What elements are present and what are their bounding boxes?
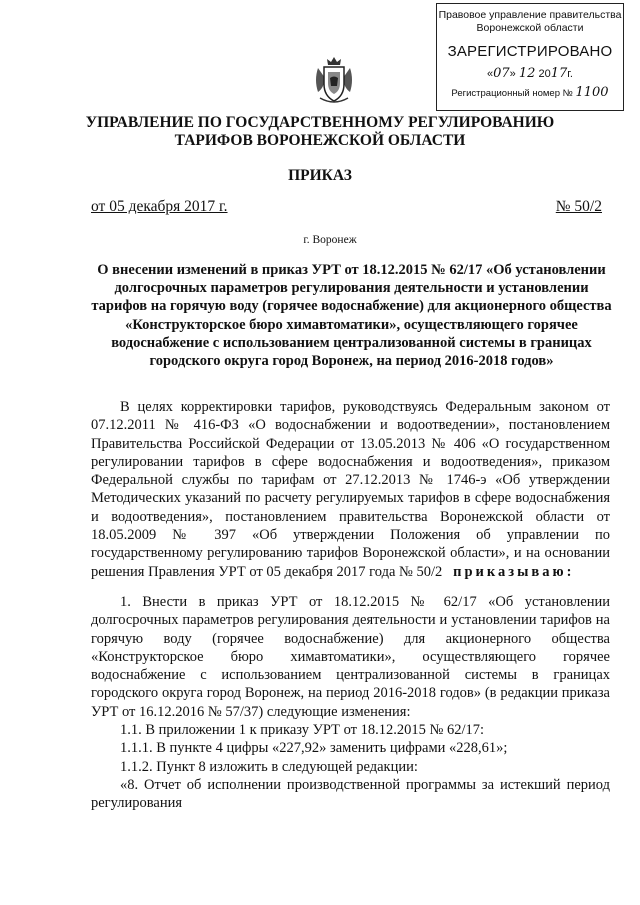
city: г. Воронеж: [303, 234, 357, 246]
stamp-organization: [437, 9, 623, 35]
item-1-paragraph: 1. Внести в приказ УРТ от 18.12.2015 № 62/17 «Об установлении долгосрочных параметров регулирования деятельности и установлении тарифов на горячую воду (горячее водоснабжение) для акционерного общества «Конструкторское бюро химавтоматики», осуществляющего горячее водоснабжение с использованием централизованной системы в границах городского округа город Воронеж, на период 2016-2018 годов» (в редакции приказа УРТ от 16.12.2016 № 57/37) следующие изменения:: [91, 593, 610, 720]
stamp-org-line-2: Воронежской области: [476, 22, 584, 34]
stamp-reg-label: Регистрационный номер №: [451, 88, 573, 99]
order-subject: О внесении изменений в приказ УРТ от 18.12.2015 № 62/17 «Об установлении долгосрочных параметров регулирования деятельности и установлении тарифов на горячую воду (горячее водоснабжение) для акционерного общества «Конструкторское бюро химавтоматики», осуществляющего горячее водоснабжение с использованием централизованной системы в границах городского округа город Воронеж, на период 2016-2018 годов»: [91, 262, 612, 370]
stamp-reg-number: 1100: [575, 85, 609, 100]
stamp-date-day: 07: [493, 66, 510, 81]
paragraph-gap: [91, 581, 610, 593]
item-1-1-2-line: 1.1.2. Пункт 8 изложить в следующей редакции:: [120, 758, 418, 775]
stamp-status: ЗАРЕГИСТРИРОВАНО: [447, 43, 613, 60]
preamble-paragraph: [91, 398, 610, 581]
authority-line-1: УПРАВЛЕНИЕ ПО ГОСУДАРСТВЕННОМУ РЕГУЛИРОВАНИЮ: [85, 114, 555, 131]
stamp-org-line-1: Правовое управление правительства: [438, 9, 622, 21]
authority-line-2: ТАРИФОВ ВОРОНЕЖСКОЙ ОБЛАСТИ: [174, 132, 466, 149]
order-body: [91, 398, 610, 813]
stamp-date-month: 12: [518, 66, 536, 81]
coat-of-arms-icon: [312, 54, 356, 106]
stamp-registration-line: [437, 87, 623, 100]
stamp-date: «07» 12 2017г.: [487, 66, 573, 81]
stamp-date-year-suffix: 17: [550, 66, 568, 81]
authority-name: [0, 114, 640, 150]
order-date: от 05 декабря 2017 г.: [91, 198, 228, 215]
item-8-paragraph: «8. Отчет об исполнении производственной программы за истекший период регулирования: [91, 776, 610, 812]
order-word: приказываю:: [453, 563, 575, 580]
item-1-1-1-line: 1.1.1. В пункте 4 цифры «227,92» заменить цифрами «228,61»;: [120, 740, 508, 757]
item-1-1-line: 1.1. В приложении 1 к приказу УРТ от 18.12.2015 № 62/17:: [120, 722, 485, 739]
document-type: ПРИКАЗ: [288, 167, 352, 184]
registration-stamp: [436, 3, 624, 111]
stamp-date-year-prefix: 20: [538, 68, 551, 80]
preamble-text: В целях корректировки тарифов, руководствуясь Федеральным законом от 07.12.2011 № 416-ФЗ «О водоснабжении и водоотведении», постановлением Правительства Российской Федерации от 13.05.2013 № 406 «О государственном регулировании тарифов в сфере водоснабжения и водоотведения», приказом Федеральной службы по тарифам от 27.12.2013 № 1746-э «Об утверждении Методических указаний по расчету регулируемых тарифов в сфере водоснабжения и водоотведения», постановлением правительства Воронежской области от 18.05.2009 № 397 «Об утверждении Положения об управлении по государственному регулированию тарифов Воронежской области», и на основании решения Правления УРТ от 05 декабря 2017 года № 50/2: [91, 399, 610, 580]
order-number: № 50/2: [555, 198, 602, 215]
